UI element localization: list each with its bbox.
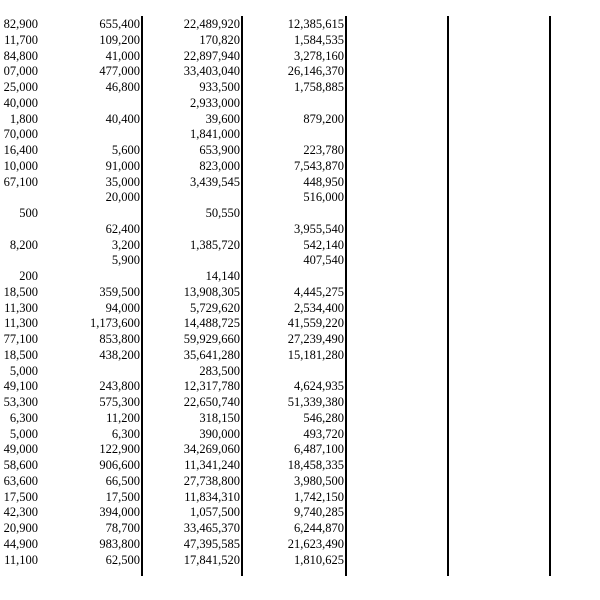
table-cell: 823,000 [199, 158, 240, 173]
table-cell: 9,740,285 [294, 505, 344, 520]
table-cell: 44,900 [3, 536, 38, 551]
table-cell: 58,600 [3, 458, 38, 472]
table-row [0, 315, 600, 331]
table-cell: 5,000 [9, 426, 38, 441]
table-cell: 4,445,275 [294, 284, 344, 299]
table-cell: 78,700 [105, 521, 140, 535]
table-cell: 66,500 [105, 473, 140, 488]
table-cell: 18,458,335 [287, 458, 344, 472]
table-row [0, 426, 600, 442]
table-row [0, 363, 600, 379]
table-cell: 22,489,920 [183, 17, 240, 31]
table-cell: 16,400 [3, 143, 38, 157]
table-cell [44, 268, 140, 284]
table-cell: 407,540 [303, 253, 344, 268]
table-row [0, 378, 600, 394]
table-row [0, 189, 600, 205]
table-cell: 11,341,240 [184, 458, 240, 472]
table-cell: 46,800 [105, 80, 140, 94]
table-cell: 7,543,870 [294, 158, 344, 173]
table-cell: 12,385,615 [287, 17, 344, 31]
table-cell: 42,300 [3, 505, 38, 520]
table-cell: 170,820 [199, 32, 240, 47]
table-cell: 3,980,500 [294, 473, 344, 488]
table-cell: 11,834,310 [184, 489, 240, 504]
table-cell [0, 189, 38, 205]
table-cell [0, 221, 38, 237]
table-row [0, 252, 600, 268]
table-cell: 27,239,490 [287, 332, 344, 346]
table-cell [44, 126, 140, 142]
table-row [0, 300, 600, 316]
table-cell: 18,500 [3, 284, 38, 299]
table-row [0, 126, 600, 142]
table-cell: 390,000 [199, 426, 240, 441]
table-cell: 27,738,800 [183, 473, 240, 488]
table-cell: 200 [19, 269, 38, 283]
table-row [0, 158, 600, 174]
table-cell: 11,100 [4, 552, 38, 567]
table-cell: 5,600 [111, 143, 140, 157]
table-cell: 40,000 [3, 95, 38, 110]
table-cell: 62,500 [105, 552, 140, 567]
table-row [0, 504, 600, 520]
table-cell: 20,900 [3, 521, 38, 535]
table-row [0, 16, 600, 32]
table-row [0, 441, 600, 457]
table-cell: 1,742,150 [294, 489, 344, 504]
table-cell: 223,780 [303, 143, 344, 157]
table-cell: 283,500 [199, 363, 240, 378]
table-cell: 6,300 [9, 410, 38, 425]
table-cell: 438,200 [99, 347, 140, 362]
table-cell: 11,300 [4, 300, 38, 315]
table-cell: 63,600 [3, 473, 38, 488]
table-cell: 22,650,740 [183, 395, 240, 409]
table-cell: 3,278,160 [294, 48, 344, 63]
table-cell: 2,933,000 [190, 95, 240, 110]
table-cell [44, 363, 140, 379]
table-cell: 12,317,780 [183, 379, 240, 394]
table-cell: 11,300 [4, 316, 38, 331]
table-row [0, 221, 600, 237]
table-row [0, 268, 600, 284]
table-cell: 1,800 [9, 111, 38, 126]
table-cell: 1,385,720 [190, 237, 240, 252]
table-cell: 906,600 [99, 458, 140, 472]
table-cell [0, 252, 38, 268]
table-cell: 17,841,520 [183, 552, 240, 567]
table-cell: 10,000 [3, 158, 38, 173]
table-cell: 47,395,585 [183, 536, 240, 551]
table-cell: 41,559,220 [287, 316, 344, 331]
table-row [0, 489, 600, 505]
table-cell: 14,140 [205, 269, 240, 283]
table-row [0, 48, 600, 64]
table-row [0, 111, 600, 127]
table-cell: 5,900 [111, 253, 140, 268]
table-cell: 50,550 [205, 206, 240, 220]
table-cell: 26,146,370 [287, 64, 344, 79]
table-cell: 493,720 [303, 426, 344, 441]
table-cell: 122,900 [99, 442, 140, 457]
table-cell: 77,100 [3, 332, 38, 346]
table-cell [250, 95, 344, 111]
table-cell: 655,400 [99, 17, 140, 31]
table-row [0, 284, 600, 300]
table-cell: 17,500 [105, 489, 140, 504]
table-cell: 40,400 [105, 111, 140, 126]
table-cell: 6,244,870 [294, 521, 344, 535]
table-cell: 477,000 [99, 64, 140, 79]
table-cell: 49,000 [3, 442, 38, 457]
table-cell: 35,000 [105, 174, 140, 189]
table-row [0, 394, 600, 410]
table-row [0, 520, 600, 536]
table-cell: 3,955,540 [294, 221, 344, 236]
table-cell: 5,000 [9, 363, 38, 378]
table-cell [250, 268, 344, 284]
table-cell: 49,100 [3, 379, 38, 394]
table-cell: 70,000 [3, 127, 38, 142]
table-cell: 18,500 [3, 347, 38, 362]
table-cell: 394,000 [99, 505, 140, 520]
table-cell: 983,800 [99, 536, 140, 551]
table-cell: 33,403,040 [183, 64, 240, 79]
table-cell [44, 95, 140, 111]
table-cell [150, 252, 240, 268]
table-row [0, 331, 600, 347]
table-row [0, 142, 600, 158]
table-row [0, 410, 600, 426]
table-cell: 53,300 [3, 395, 38, 409]
table-row [0, 536, 600, 552]
table-row [0, 63, 600, 79]
table-row [0, 237, 600, 253]
table-cell: 318,150 [199, 410, 240, 425]
table-cell: 84,800 [3, 48, 38, 63]
table-cell: 109,200 [99, 32, 140, 47]
table-cell: 2,534,400 [294, 300, 344, 315]
table-cell [150, 221, 240, 237]
table-cell: 500 [19, 206, 38, 220]
table-cell: 1,173,600 [90, 316, 140, 331]
table-cell: 07,000 [3, 64, 38, 79]
table-cell: 575,300 [99, 395, 140, 409]
table-cell: 542,140 [303, 237, 344, 252]
table-cell: 1,758,885 [294, 80, 344, 94]
table-cell: 853,800 [99, 332, 140, 346]
table-cell: 91,000 [105, 158, 140, 173]
table-cell [44, 205, 140, 221]
table-row [0, 347, 600, 363]
table-row [0, 174, 600, 190]
table-cell [250, 363, 344, 379]
table-cell: 17,500 [3, 489, 38, 504]
table-cell: 516,000 [303, 190, 344, 205]
table-cell: 14,488,725 [183, 316, 240, 331]
table-row [0, 79, 600, 95]
table-row [0, 473, 600, 489]
table-cell: 25,000 [3, 80, 38, 94]
table-row [0, 95, 600, 111]
table-cell: 5,729,620 [190, 300, 240, 315]
table-row [0, 457, 600, 473]
table-cell: 59,929,660 [183, 332, 240, 346]
table-cell: 879,200 [303, 111, 344, 126]
table-cell: 11,700 [4, 32, 38, 47]
table-cell: 22,897,940 [183, 48, 240, 63]
table-cell: 359,500 [99, 284, 140, 299]
table-cell: 6,487,100 [294, 442, 344, 457]
table-cell: 35,641,280 [183, 347, 240, 362]
table-cell [250, 205, 344, 221]
table-cell: 3,200 [111, 237, 140, 252]
table-cell: 94,000 [105, 300, 140, 315]
table-cell: 13,908,305 [183, 284, 240, 299]
table-cell: 6,300 [111, 426, 140, 441]
table-row [0, 32, 600, 48]
table-cell: 15,181,280 [287, 347, 344, 362]
table-cell: 67,100 [3, 174, 38, 189]
table-cell: 21,623,490 [287, 536, 344, 551]
table-row [0, 552, 600, 568]
table-cell: 41,000 [105, 48, 140, 63]
table-cell [250, 126, 344, 142]
table-cell: 1,810,625 [294, 552, 344, 567]
table-cell [150, 189, 240, 205]
table-row [0, 205, 600, 221]
table-cell: 33,465,370 [183, 521, 240, 535]
table-cell: 62,400 [105, 221, 140, 236]
table-cell: 1,841,000 [190, 127, 240, 142]
table-cell: 51,339,380 [287, 395, 344, 409]
table-cell: 8,200 [9, 237, 38, 252]
table-cell: 4,624,935 [294, 379, 344, 394]
table-cell: 243,800 [99, 379, 140, 394]
table-cell: 3,439,545 [190, 174, 240, 189]
table-cell: 20,000 [105, 190, 140, 205]
table-cell: 933,500 [199, 80, 240, 94]
table-cell: 653,900 [199, 143, 240, 157]
table-cell: 39,600 [205, 111, 240, 126]
table-cell: 11,200 [106, 410, 140, 425]
table-cell: 82,900 [3, 17, 38, 31]
table-cell: 1,057,500 [190, 505, 240, 520]
table-cell: 546,280 [303, 410, 344, 425]
table-cell: 34,269,060 [183, 442, 240, 457]
table-cell: 1,584,535 [294, 32, 344, 47]
table-cell: 448,950 [303, 174, 344, 189]
